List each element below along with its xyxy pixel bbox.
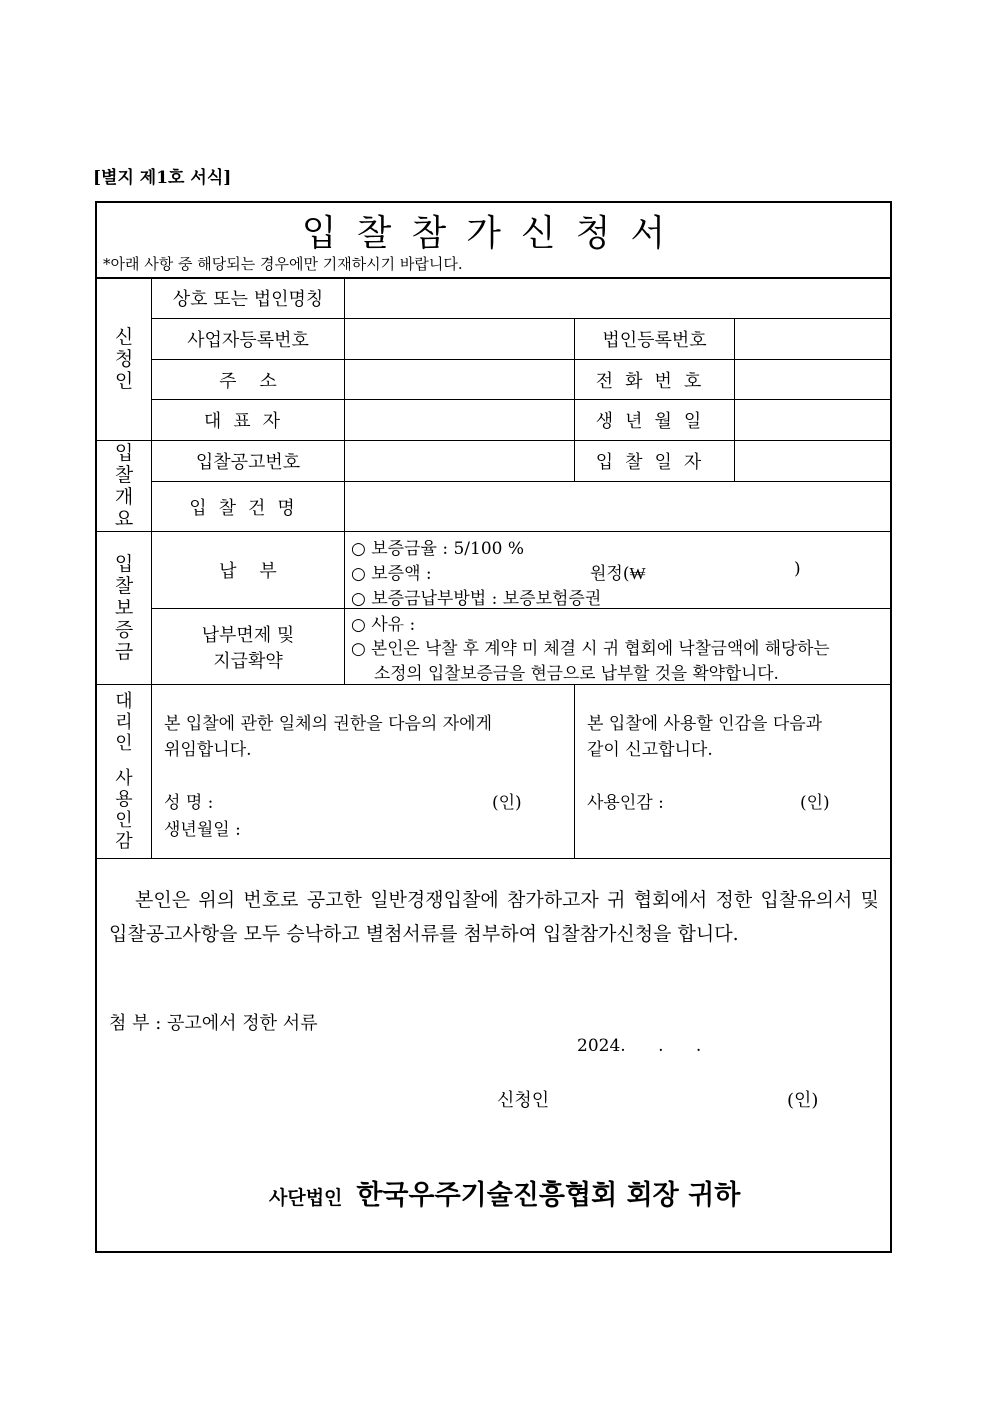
form-notice: *아래 사항 중 해당되는 경우에만 기재하시기 바랍니다. (103, 255, 463, 273)
exemption-reason: ○ 사유 : (351, 615, 416, 635)
corp-reg-label: 법인등록번호 (602, 330, 707, 351)
attachment-label: [별지 제1호 서식] (93, 168, 232, 188)
section-bid-deposit: 입 찰 보 증 금 (114, 553, 134, 663)
bid-application-form (95, 201, 892, 1253)
agent-seal-mark: (인) (492, 793, 522, 813)
deposit-method: ○ 보증금납부방법 : 보증보험증권 (351, 589, 602, 609)
deposit-amount-label: ○ 보증액 : (351, 564, 432, 584)
phone-field[interactable] (735, 360, 890, 399)
agent-name-label: 성 명 : (164, 793, 214, 813)
section-applicant: 신 청 인 (114, 325, 134, 392)
seal-report-line-2: 같이 신고합니다. (587, 740, 713, 760)
agent-birth-label: 생년월일 : (164, 820, 241, 840)
delegate-line-2: 위임합니다. (164, 740, 252, 760)
company-name-label: 상호 또는 법인명칭 (172, 288, 324, 310)
representative-field[interactable] (345, 400, 574, 440)
representative-label: 대표자 (203, 411, 293, 432)
recipient-line: 사단법인 한국우주기술진흥협회 회장 귀하 (269, 1180, 741, 1211)
address-field[interactable] (345, 360, 574, 399)
seal-used-mark: (인) (800, 793, 830, 813)
deposit-amount-suffix: 원정(₩ (590, 564, 646, 584)
business-reg-label: 사업자등록번호 (187, 330, 309, 351)
business-reg-field[interactable] (345, 319, 574, 359)
applicant-sign-label: 신청인 (497, 1090, 550, 1111)
corp-reg-field[interactable] (735, 319, 890, 359)
pledge-line-2: 소정의 입찰보증금을 현금으로 납부할 것을 확약합니다. (374, 663, 779, 683)
bid-date-label: 입찰일자 (595, 452, 714, 473)
section-agent-seal: 대 리 인 사 용 인 감 (115, 691, 133, 852)
birth-field[interactable] (735, 400, 890, 440)
pledge-line-1: ○ 본인은 낙찰 후 계약 미 체결 시 귀 협회에 낙찰금액에 해당하는 (351, 638, 830, 658)
date-line: 2024. . . (577, 1036, 702, 1056)
attachment-note: 첨 부 : 공고에서 정한 서류 (109, 1013, 318, 1034)
declaration-text: 본인은 위의 번호로 공고한 일반경쟁입찰에 참가하고자 귀 협회에서 정한 입찰유의서 및 입찰공고사항을 모두 승낙하고 별첨서류를 첨부하여 입찰참가신청을 합니다. (109, 889, 879, 945)
seal-report-line-1: 본 입찰에 사용할 인감을 다음과 (587, 714, 823, 734)
company-name-field[interactable] (345, 277, 890, 318)
phone-label: 전화번호 (595, 370, 714, 392)
delegate-line-1: 본 입찰에 관한 일체의 권한을 다음의 자에게 (164, 714, 493, 734)
exemption-label: 납부면제 및 지급확약 (201, 624, 295, 672)
bid-name-label: 입찰건명 (189, 497, 307, 519)
form-title: 입찰참가신청서 (301, 213, 686, 254)
birth-label: 생년월일 (595, 411, 714, 432)
deposit-rate: ○ 보증금율 : 5/100 % (351, 539, 525, 559)
section-bid-overview: 입 찰 개 요 (114, 442, 134, 530)
bid-date-field[interactable] (735, 441, 890, 481)
bid-name-field[interactable] (345, 482, 890, 531)
notice-no-label: 입찰공고번호 (195, 452, 301, 473)
form-header (97, 203, 890, 279)
payment-label: 납 부 (219, 561, 277, 582)
seal-used-label: 사용인감 : (587, 793, 664, 813)
applicant-seal-mark: (인) (787, 1090, 819, 1111)
deposit-amount-close: ) (794, 559, 801, 579)
address-label: 주 소 (219, 370, 277, 392)
notice-no-field[interactable] (345, 441, 574, 481)
